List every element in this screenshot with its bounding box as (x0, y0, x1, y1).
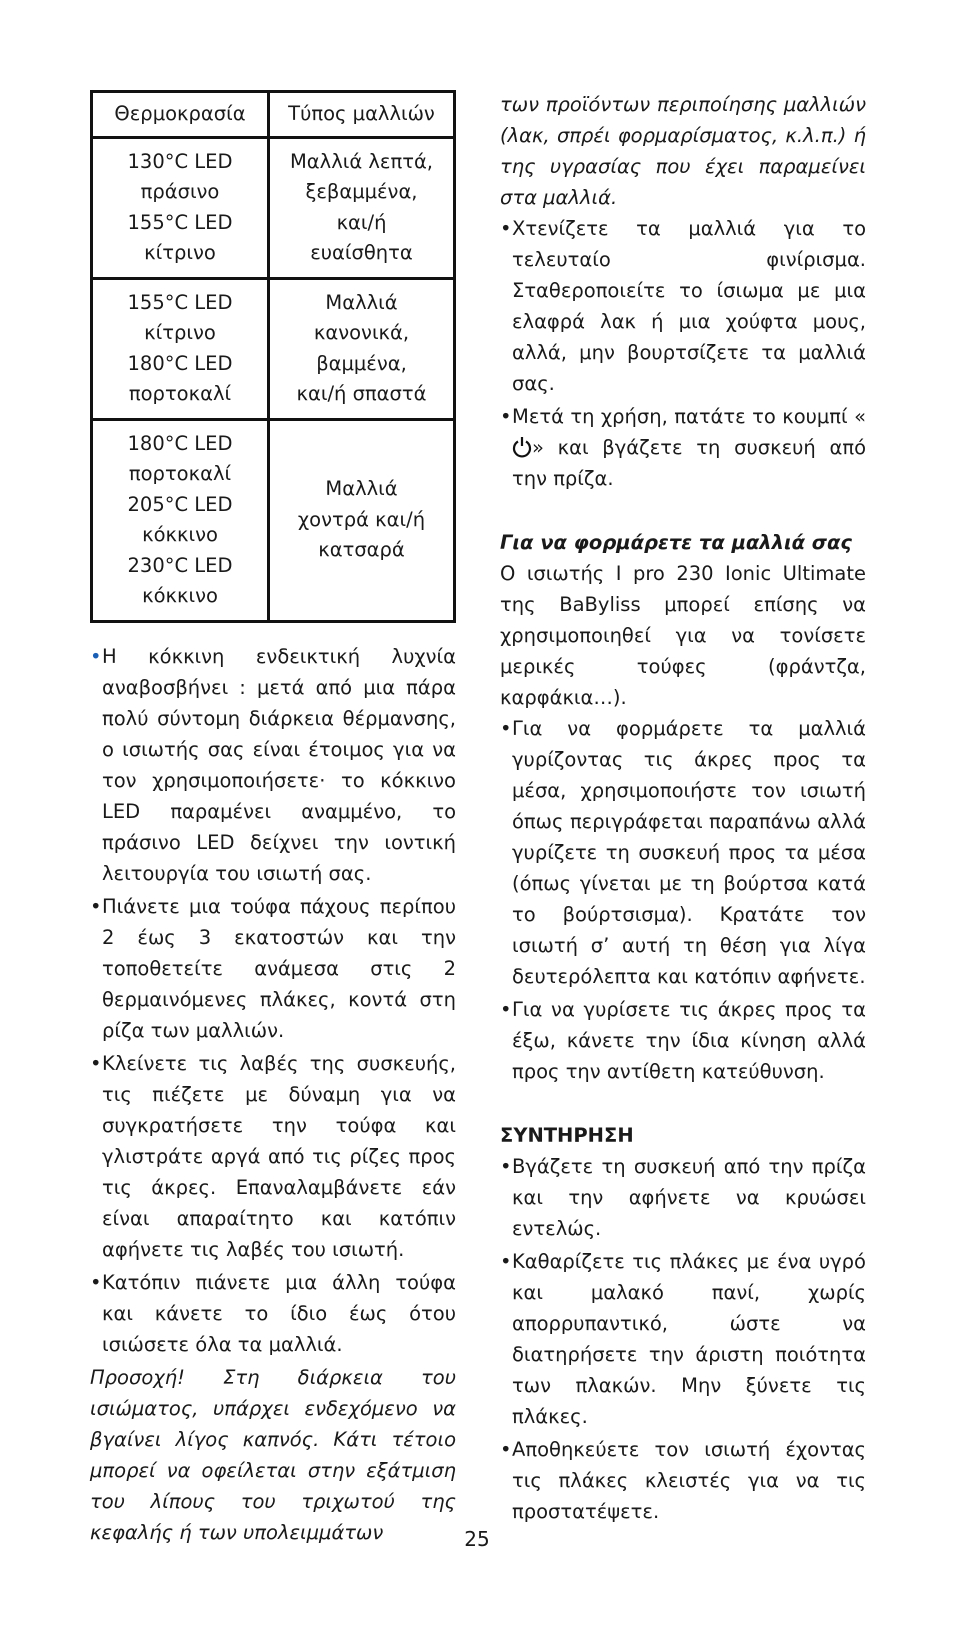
list-item-text: Για να γυρίσετε τις άκρες προς τα έξω, κάνετε την ίδια κίνηση αλλά προς την αντίθετη κατεύθυνση. (512, 998, 866, 1083)
cell-line: 155°C LED (127, 290, 233, 314)
left-column (90, 90, 456, 1548)
bullet: • (90, 1270, 102, 1294)
cell-line: Μαλλιά (325, 477, 398, 501)
cell-line: πράσινο (140, 180, 220, 203)
cell-line: 230°C LED (127, 553, 233, 577)
list-item-text: Αποθηκεύετε τον ισιωτή έχοντας τις πλάκες κλειστές για να τις προστατέψετε. (512, 1438, 866, 1523)
bullet: • (500, 405, 512, 428)
list-item-text: Βγάζετε τη συσκευή από την πρίζα και την αφήνετε να κρυώσει εντελώς. (512, 1155, 866, 1240)
list-item-text: Μετά τη χρήση, πατάτε το κουμπί « (512, 405, 866, 428)
usage-list (90, 641, 456, 1360)
list-item (90, 641, 456, 889)
cell-line: κίτρινο (144, 321, 216, 344)
cell-line: ευαίσθητα (310, 241, 413, 264)
temperature-cell (92, 419, 269, 621)
list-item (500, 994, 866, 1087)
bullet: • (500, 1250, 512, 1273)
list-item-text: Χτενίζετε τα μαλλιά για το τελευταίο φινίρισμα. Σταθεροποιείτε το ίσιωμα με μια ελαφρά λακ ή μια χούφτα μους, αλλά, μην βουρτσίζετε τα μαλλιά σας. (512, 217, 866, 395)
list-item-text: Η κόκκινη ενδεικτική λυχνία αναβοσβήνει : μετά από μια πάρα πολύ σύντομη διάρκεια θέρμανσης, ο ισιωτής σας είναι έτοιμος για να τον χρησιμοποιήσετε· το κόκκινο LED παραμένει αναμμένο, το πράσινο LED δείχνει την ιοντική λειτουργία του ισιωτή σας. (102, 644, 456, 885)
list-item (500, 713, 866, 992)
list-item-text: Καθαρίζετε τις πλάκες με ένα υγρό και μαλακό πανί, χωρίς απορρυπαντικό, ώστε να διατηρήσετε την άριστη ποιότητα των πλακών. Μην ξύνετε τις πλάκες. (512, 1250, 866, 1428)
bullet: • (90, 644, 102, 668)
cell-line: χοντρά και/ή (297, 507, 426, 531)
list-item-text: Πιάνετε μια τούφα πάχους περίπου 2 έως 3 εκατοστών και την τοποθετείτε ανάμεσα στις 2 θερμαινόμενες πλάκες, κοντά στη ρίζα των μαλλιών. (102, 894, 456, 1042)
hair-type-cell (269, 278, 455, 419)
bullet: • (90, 894, 102, 918)
list-item (500, 1246, 866, 1432)
table-row (92, 419, 455, 621)
page-number: 25 (464, 1527, 490, 1551)
temperature-cell (92, 278, 269, 419)
cell-line: και/ή (336, 210, 387, 234)
cell-line: Μαλλιά λεπτά, (289, 149, 434, 173)
section-title-maintenance: ΣΥΝΤΗΡΗΣΗ (500, 1124, 634, 1147)
cell-line: 180°C LED (127, 351, 233, 375)
bullet: • (500, 717, 512, 740)
temperature-table (90, 90, 456, 623)
cell-line: πορτοκαλί (128, 382, 232, 405)
bullet: • (90, 1051, 102, 1075)
list-item-text: Για να φορμάρετε τα μαλλιά γυρίζοντας τις άκρες προς τα μέσα, χρησιμοποιήστε τον ισιωτή όπως περιγράφεται παραπάνω αλλά γυρίζετε τη συσκευή προς τα μέσα (όπως γίνεται με τη βούρτσα κατά το βούρτσισμα). Κρατάτε τον ισιωτή σ’ αυτή τη θέση για λίγα δευτερόλεπτα και κατόπιν αφήνετε. (512, 717, 866, 988)
warning-note-continued: των προϊόντων περιποίησης μαλλιών (λακ, σπρέι φορμαρίσματος, κ.λ.π.) ή της υγρασίας που έχει παραμείνει στα μαλλιά. (500, 93, 866, 209)
cell-line: 130°C LED (127, 149, 233, 173)
list-item (500, 401, 866, 494)
list-item (90, 1267, 456, 1360)
right-column (500, 89, 866, 1529)
cell-line: κανονικά, (313, 321, 410, 344)
hair-type-cell (269, 137, 455, 278)
cell-line: κατσαρά (318, 538, 405, 562)
cell-line: και/ή σπαστά (296, 382, 427, 405)
bullet: • (500, 1438, 512, 1461)
bullet: • (500, 998, 512, 1021)
temperature-cell (92, 137, 269, 278)
cell-line: βαμμένα, (316, 351, 407, 375)
cell-line: Μαλλιά (325, 290, 398, 314)
list-item (90, 891, 456, 1046)
hair-type-cell (269, 419, 455, 621)
cell-line: 205°C LED (127, 492, 233, 516)
warning-note: Προσοχή! Στη διάρκεια του ισιώματος, υπάρχει ενδεχόμενο να βγαίνει λίγος καπνός. Κάτι τέτοιο μπορεί να οφείλεται στην εξάτμιση του λίπους του τριχωτού της κεφαλής ή των υπολειμμάτων (90, 1365, 456, 1544)
list-item-text: » και βγάζετε τη συσκευή από την πρίζα. (512, 436, 866, 490)
finishing-list (500, 213, 866, 494)
table-header-row (92, 92, 455, 138)
cell-line: πορτοκαλί (128, 462, 232, 485)
table-row (92, 137, 455, 278)
table-header-temperature: Θερμοκρασία (92, 92, 269, 138)
cell-line: κίτρινο (144, 241, 216, 264)
cell-line: 155°C LED (127, 210, 233, 234)
cell-line: κόκκινο (142, 584, 218, 607)
power-icon (512, 436, 532, 458)
list-item (500, 1151, 866, 1244)
list-item-text: Κλείνετε τις λαβές της συσκευής, τις πιέζετε με δύναμη για να συγκρατήσετε την τούφα και γλιστράτε αργά από τις ρίζες προς τις άκρες. Επαναλαμβάνετε εάν είναι απαραίτητο και κατόπιν αφήνετε τις λαβές του ισιωτή. (102, 1051, 456, 1261)
bullet: • (500, 1155, 512, 1178)
list-item-text: Κατόπιν πιάνετε μια άλλη τούφα και κάνετε το ίδιο έως ότου ισιώσετε όλα τα μαλλιά. (102, 1270, 456, 1356)
table-row (92, 278, 455, 419)
bullet: • (500, 217, 512, 240)
list-item (500, 213, 866, 399)
shaping-list (500, 713, 866, 1087)
shaping-intro: Ο ισιωτής I pro 230 Ionic Ultimate της BaByliss μπορεί επίσης να χρησιμοποιηθεί για να τονίσετε μερικές τούφες (φράντζα, καρφάκια…). (500, 562, 866, 709)
cell-line: 180°C LED (127, 431, 233, 455)
cell-line: κόκκινο (142, 523, 218, 546)
cell-line: ξεβαμμένα, (305, 180, 418, 203)
table-header-hair-type: Τύπος μαλλιών (269, 92, 455, 138)
section-title-shaping: Για να φορμάρετε τα μαλλιά σας (500, 531, 852, 554)
list-item (90, 1048, 456, 1265)
maintenance-list (500, 1151, 866, 1527)
list-item (500, 1434, 866, 1527)
